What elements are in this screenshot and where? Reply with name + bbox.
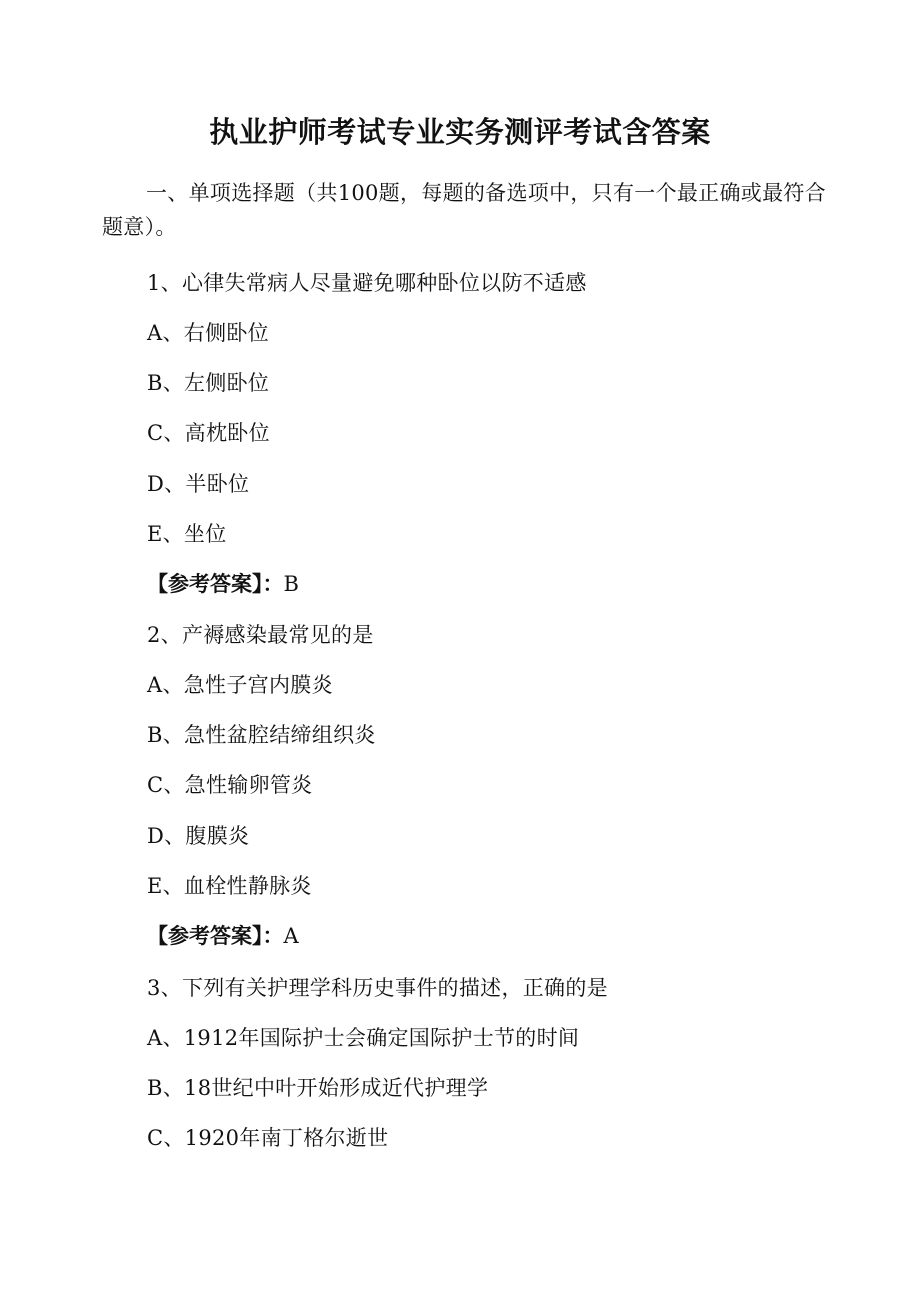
question-1-option-e: E、坐位 — [147, 522, 227, 546]
question-2-answer — [147, 921, 299, 951]
question-3-option-c: C、1920年南丁格尔逝世 — [147, 1126, 389, 1150]
question-3-stem: 3、下列有关护理学科历史事件的描述，正确的是 — [147, 976, 608, 1000]
question-3-option-a: A、1912年国际护士会确定国际护士节的时间 — [147, 1026, 580, 1050]
question-1-option-a: A、右侧卧位 — [147, 321, 269, 345]
question-2-option-b: B、急性盆腔结缔组织炎 — [147, 723, 376, 747]
question-1-option-d: D、半卧位 — [147, 472, 250, 496]
answer-value: A — [283, 924, 299, 948]
answer-label: 【参考答案】： — [147, 924, 284, 948]
question-2-option-c: C、急性输卵管炎 — [147, 773, 313, 797]
section-intro: 一、单项选择题（共100题，每题的备选项中，只有一个最正确或最符合题意）。 — [102, 181, 826, 239]
answer-label: 【参考答案】： — [147, 572, 284, 596]
question-1-option-c: C、高枕卧位 — [147, 421, 270, 445]
question-2-stem: 2、产褥感染最常见的是 — [147, 623, 374, 647]
question-1-option-b: B、左侧卧位 — [147, 371, 270, 395]
question-1-stem: 1、心律失常病人尽量避免哪种卧位以防不适感 — [147, 271, 587, 295]
question-2-option-e: E、血栓性静脉炎 — [147, 874, 312, 898]
question-1-answer — [147, 569, 299, 599]
question-3-option-b: B、18世纪中叶开始形成近代护理学 — [147, 1076, 489, 1100]
document-title: 执业护师考试专业实务测评考试含答案 — [209, 115, 711, 149]
question-2-option-a: A、急性子宫内膜炎 — [147, 673, 333, 697]
question-2-option-d: D、腹膜炎 — [147, 824, 250, 848]
answer-value: B — [283, 572, 299, 596]
